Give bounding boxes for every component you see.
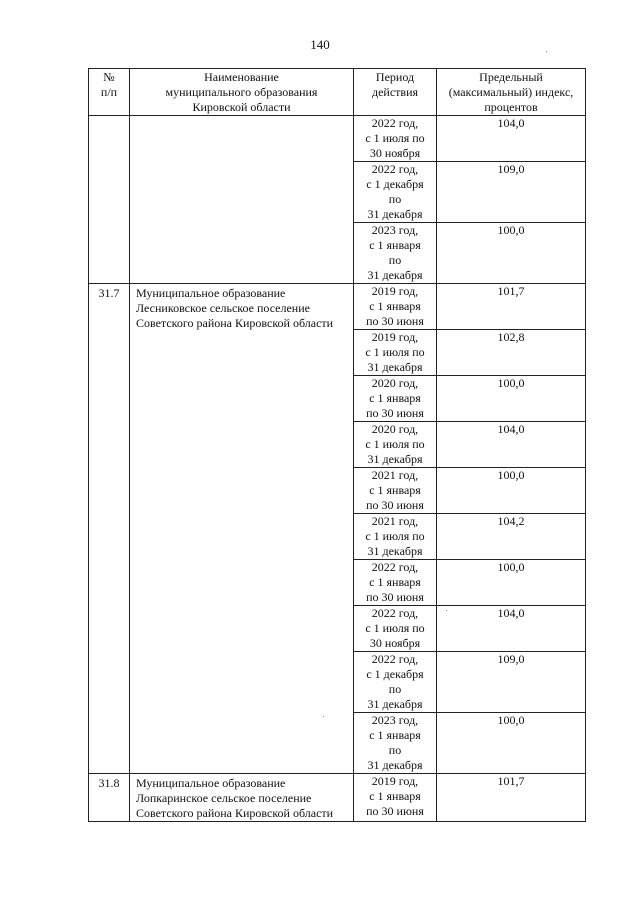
period-cell	[354, 560, 437, 606]
period-cell	[354, 284, 437, 330]
period-line: 2019 год,	[371, 330, 419, 344]
period-line: по	[388, 743, 402, 757]
index-cell	[437, 713, 586, 774]
index-cell	[437, 330, 586, 376]
period-line: 2020 год,	[371, 422, 419, 436]
period-line: с 1 июля по	[365, 437, 425, 451]
period-line: 2021 год,	[371, 514, 419, 528]
index-cell	[437, 422, 586, 468]
period-line: с 1 января	[369, 391, 421, 405]
municipality-name-line: Лопкаринское сельское поселение	[136, 791, 312, 805]
period-line: 2022 год,	[371, 606, 419, 620]
scan-speck	[546, 51, 547, 52]
period-cell	[354, 162, 437, 223]
period-line: по 30 июня	[366, 804, 424, 818]
header-index-line: (максимальный) индекс,	[448, 85, 574, 99]
municipality-cell	[130, 116, 354, 284]
index-cell	[437, 514, 586, 560]
header-municipality-line: Наименование	[204, 70, 279, 84]
period-line: 30 ноября	[369, 146, 421, 160]
header-municipality	[130, 69, 354, 116]
row-number-cell	[89, 774, 130, 822]
period-line: по 30 июня	[366, 406, 424, 420]
period-line: с 1 января	[369, 728, 421, 742]
index-value: 101,7	[497, 284, 525, 298]
period-cell	[354, 468, 437, 514]
period-line: 31 декабря	[367, 758, 423, 772]
row-number: 31.7	[98, 286, 120, 300]
period-line: 2020 год,	[371, 376, 419, 390]
table-row	[89, 774, 586, 822]
period-line: по 30 июня	[366, 314, 424, 328]
period-line: 31 декабря	[367, 360, 423, 374]
index-cell	[437, 376, 586, 422]
municipality-cell	[130, 284, 354, 774]
table-row	[89, 116, 586, 162]
period-cell	[354, 713, 437, 774]
index-cell	[437, 652, 586, 713]
period-line: 2023 год,	[371, 713, 419, 727]
period-line: с 1 января	[369, 238, 421, 252]
index-value: 109,0	[497, 652, 525, 666]
period-line: 31 декабря	[367, 544, 423, 558]
period-line: с 1 января	[369, 299, 421, 313]
period-line: с 1 января	[369, 575, 421, 589]
period-cell	[354, 116, 437, 162]
header-period-line: действия	[371, 85, 419, 99]
index-value: 101,7	[497, 774, 525, 788]
header-number-line: №	[103, 70, 115, 84]
municipality-name-line: Советского района Кировской области	[136, 316, 334, 330]
index-cell	[437, 223, 586, 284]
period-cell	[354, 606, 437, 652]
header-index-line: процентов	[484, 100, 538, 114]
municipality-name-line: Муниципальное образование	[136, 286, 286, 300]
period-line: по	[388, 253, 402, 267]
period-cell	[354, 514, 437, 560]
period-line: по	[388, 192, 402, 206]
period-line: с 1 июля по	[365, 529, 425, 543]
period-line: с 1 июля по	[365, 621, 425, 635]
municipality-name-line: Лесниковское сельское поселение	[136, 301, 310, 315]
period-cell	[354, 652, 437, 713]
header-period	[354, 69, 437, 116]
period-line: 30 ноября	[369, 636, 421, 650]
header-number-line: п/п	[100, 85, 118, 99]
municipality-name-line: Советского района Кировской области	[136, 806, 334, 820]
period-line: по 30 июня	[366, 590, 424, 604]
period-line: 31 декабря	[367, 697, 423, 711]
index-cell	[437, 116, 586, 162]
period-line: 2022 год,	[371, 560, 419, 574]
index-cell	[437, 162, 586, 223]
header-period-line: Период	[375, 70, 415, 84]
index-value: 100,0	[497, 560, 525, 574]
tariff-index-table	[88, 68, 586, 822]
period-line: 2021 год,	[371, 468, 419, 482]
row-number-cell	[89, 116, 130, 284]
scan-speck	[446, 610, 447, 611]
period-line: 31 декабря	[367, 207, 423, 221]
row-number	[89, 116, 129, 118]
index-value: 100,0	[497, 713, 525, 727]
period-line: по 30 июня	[366, 498, 424, 512]
index-cell	[437, 774, 586, 822]
header-index-line: Предельный	[479, 70, 543, 84]
period-line: 31 декабря	[367, 268, 423, 282]
period-line: с 1 декабря	[366, 177, 424, 191]
index-cell	[437, 468, 586, 514]
period-cell	[354, 223, 437, 284]
index-value: 100,0	[497, 468, 525, 482]
period-line: 2019 год,	[371, 284, 419, 298]
index-value: 104,0	[497, 606, 525, 620]
period-line: с 1 января	[369, 789, 421, 803]
period-line: по	[388, 682, 402, 696]
header-municipality-line: муниципального образования	[165, 85, 318, 99]
index-value: 100,0	[497, 376, 525, 390]
period-line: с 1 июля по	[365, 345, 425, 359]
period-line: с 1 июля по	[365, 131, 425, 145]
period-line: 2022 год,	[371, 116, 419, 130]
row-number: 31.8	[98, 776, 120, 790]
scan-speck	[323, 716, 324, 717]
index-value: 104,0	[497, 116, 525, 130]
period-cell	[354, 376, 437, 422]
header-municipality-line: Кировской области	[192, 100, 291, 114]
index-cell	[437, 606, 586, 652]
period-line: с 1 декабря	[366, 667, 424, 681]
period-line: 2019 год,	[371, 774, 419, 788]
index-cell	[437, 560, 586, 606]
period-line: 2022 год,	[371, 162, 419, 176]
period-cell	[354, 774, 437, 822]
municipality-name-line: Муниципальное образование	[136, 776, 286, 790]
period-line: 2022 год,	[371, 652, 419, 666]
period-cell	[354, 422, 437, 468]
index-value: 109,0	[497, 162, 525, 176]
period-line: 2023 год,	[371, 223, 419, 237]
row-number-cell	[89, 284, 130, 774]
table-row	[89, 284, 586, 330]
index-cell	[437, 284, 586, 330]
municipality-cell	[130, 774, 354, 822]
table-body	[89, 116, 586, 822]
index-value: 100,0	[497, 223, 525, 237]
index-value: 102,8	[497, 330, 525, 344]
period-line: с 1 января	[369, 483, 421, 497]
index-value: 104,0	[497, 422, 525, 436]
index-value: 104,2	[497, 514, 525, 528]
period-line: 31 декабря	[367, 452, 423, 466]
table-header-row	[89, 69, 586, 116]
header-index	[437, 69, 586, 116]
header-number	[89, 69, 130, 116]
period-cell	[354, 330, 437, 376]
page-number: 140	[310, 37, 330, 52]
